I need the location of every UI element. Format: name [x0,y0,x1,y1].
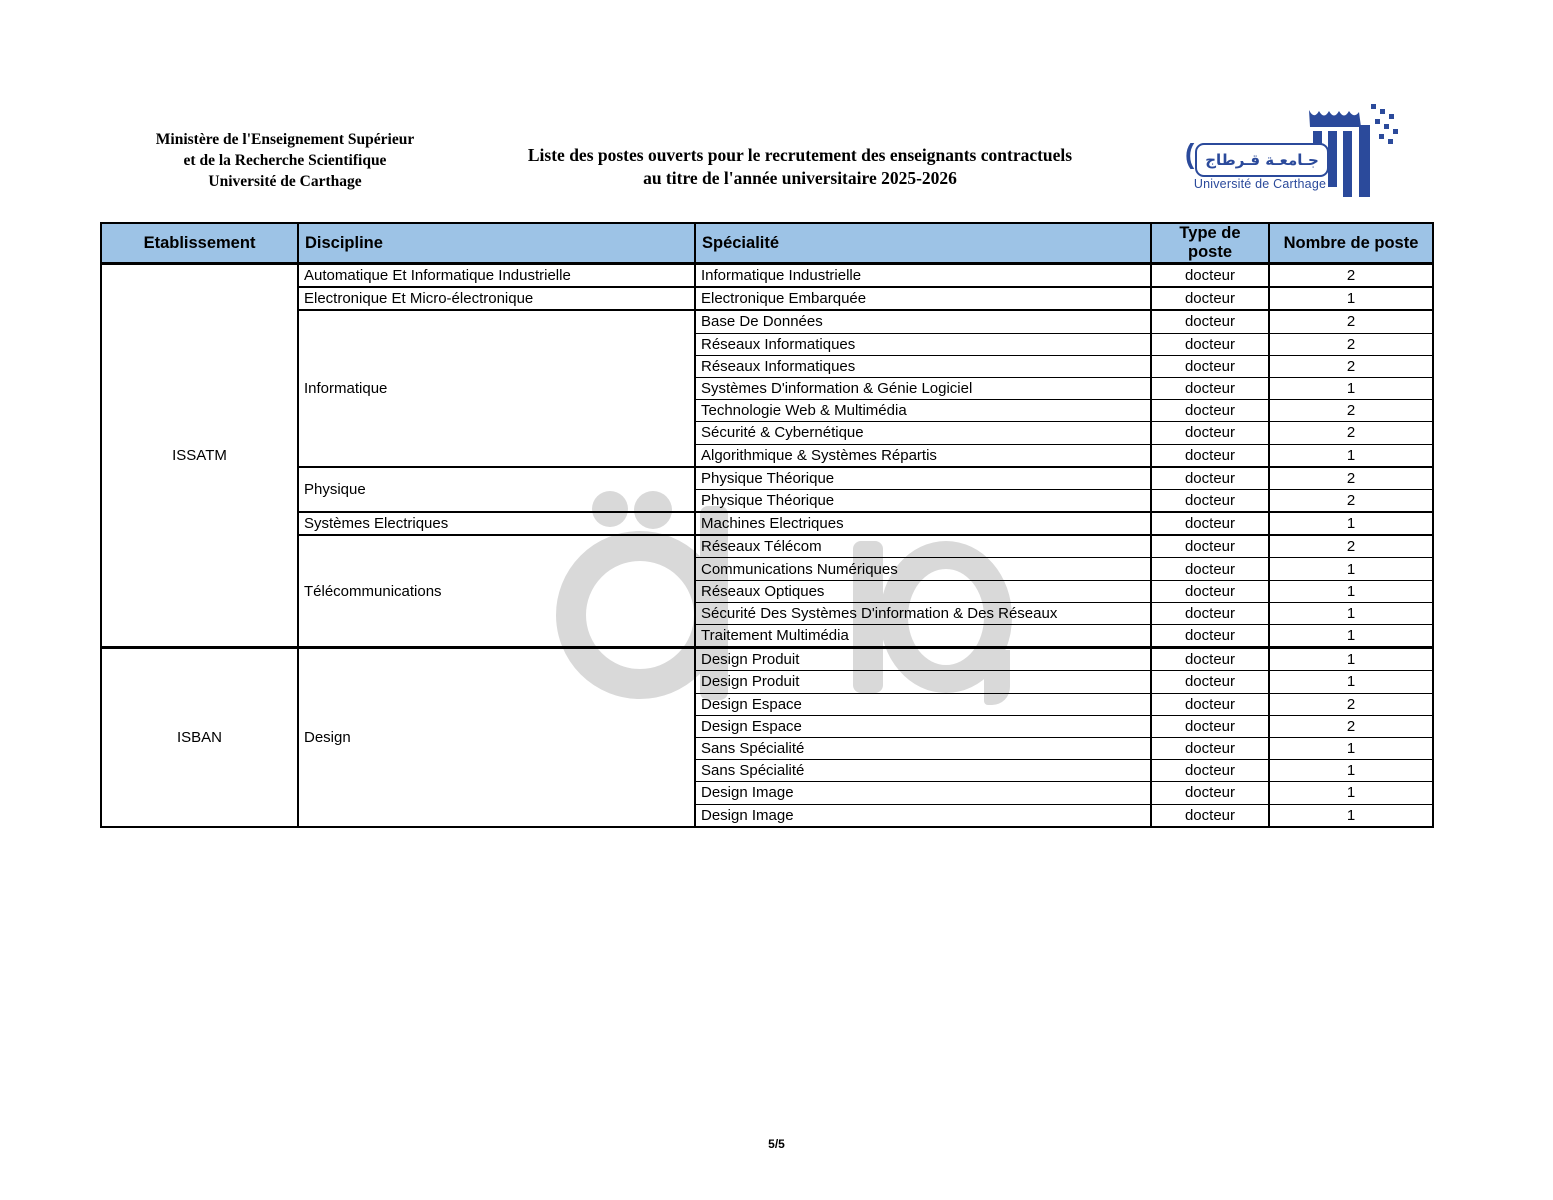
cell-specialite: Sécurité & Cybernétique [695,422,1151,444]
table-row [101,264,1433,288]
cell-type-poste: docteur [1151,333,1269,355]
postes-table-container [100,222,1434,828]
cell-type-poste: docteur [1151,602,1269,624]
cell-type-poste: docteur [1151,782,1269,804]
cell-type-poste: docteur [1151,648,1269,671]
cell-type-poste: docteur [1151,737,1269,759]
cell-specialite: Informatique Industrielle [695,264,1151,288]
ministry-line-3: Université de Carthage [208,173,362,190]
cell-specialite: Algorithmique & Systèmes Répartis [695,444,1151,467]
cell-nombre-poste: 2 [1269,264,1433,288]
cell-nombre-poste: 1 [1269,804,1433,827]
cell-specialite: Sans Spécialité [695,760,1151,782]
cell-type-poste: docteur [1151,512,1269,535]
cell-nombre-poste: 2 [1269,715,1433,737]
cell-specialite: Base De Données [695,310,1151,333]
cell-type-poste: docteur [1151,422,1269,444]
page-number: 5/5 [768,1137,785,1151]
document-title-line-1: Liste des postes ouverts pour le recrutement des enseignants contractuels [527,145,1073,165]
table-row [101,310,1433,333]
cell-type-poste: docteur [1151,310,1269,333]
cell-specialite: Traitement Multimédia [695,625,1151,648]
cell-discipline: Physique [298,467,695,512]
table-body [101,264,1433,827]
cell-type-poste: docteur [1151,264,1269,288]
cell-specialite: Réseaux Informatiques [695,355,1151,377]
column-header-nombre-de-poste: Nombre de poste [1269,223,1433,264]
cell-nombre-poste: 2 [1269,422,1433,444]
cell-etablissement: ISBAN [101,648,298,827]
cell-type-poste: docteur [1151,377,1269,399]
cell-nombre-poste: 1 [1269,760,1433,782]
cell-nombre-poste: 2 [1269,310,1433,333]
cell-nombre-poste: 1 [1269,580,1433,602]
cell-discipline: Electronique Et Micro-électronique [298,287,695,310]
cell-specialite: Physique Théorique [695,467,1151,490]
cell-specialite: Design Espace [695,693,1151,715]
column-header-type-de-poste: Type de poste [1151,223,1269,264]
ministry-line-2: et de la Recherche Scientifique [183,152,387,169]
column-header-etablissement: Etablissement [101,223,298,264]
cell-type-poste: docteur [1151,693,1269,715]
cell-nombre-poste: 1 [1269,782,1433,804]
cell-specialite: Machines Electriques [695,512,1151,535]
cell-nombre-poste: 1 [1269,558,1433,580]
cell-type-poste: docteur [1151,558,1269,580]
table-row [101,287,1433,310]
cell-discipline: Télécommunications [298,535,695,647]
document-title [430,144,1170,190]
cell-type-poste: docteur [1151,535,1269,558]
cell-type-poste: docteur [1151,444,1269,467]
cell-nombre-poste: 2 [1269,467,1433,490]
cell-nombre-poste: 2 [1269,400,1433,422]
cell-nombre-poste: 2 [1269,489,1433,512]
cell-specialite: Design Produit [695,648,1151,671]
cell-nombre-poste: 2 [1269,693,1433,715]
cell-nombre-poste: 1 [1269,444,1433,467]
cell-nombre-poste: 1 [1269,625,1433,648]
cell-nombre-poste: 1 [1269,377,1433,399]
table-row [101,467,1433,490]
cell-specialite: Sans Spécialité [695,737,1151,759]
cell-type-poste: docteur [1151,715,1269,737]
cell-specialite: Technologie Web & Multimédia [695,400,1151,422]
cell-specialite: Electronique Embarquée [695,287,1151,310]
cell-nombre-poste: 1 [1269,287,1433,310]
cell-type-poste: docteur [1151,804,1269,827]
postes-table [100,222,1434,828]
cell-specialite: Design Espace [695,715,1151,737]
cell-nombre-poste: 1 [1269,737,1433,759]
cell-nombre-poste: 1 [1269,648,1433,671]
cell-type-poste: docteur [1151,671,1269,693]
cell-type-poste: docteur [1151,400,1269,422]
ministry-line-1: Ministère de l'Enseignement Supérieur [155,131,415,148]
cell-type-poste: docteur [1151,287,1269,310]
cell-type-poste: docteur [1151,355,1269,377]
cell-discipline: Systèmes Electriques [298,512,695,535]
table-row [101,648,1433,671]
cell-type-poste: docteur [1151,580,1269,602]
cell-type-poste: docteur [1151,625,1269,648]
cell-etablissement: ISSATM [101,264,298,648]
cell-discipline: Informatique [298,310,695,466]
table-header-row [101,223,1433,264]
cell-nombre-poste: 1 [1269,602,1433,624]
cell-specialite: Design Produit [695,671,1151,693]
logo-arabic-text: جـامعـة قـرطاج [1195,143,1329,177]
cell-type-poste: docteur [1151,760,1269,782]
table-row [101,512,1433,535]
cell-nombre-poste: 2 [1269,333,1433,355]
cell-nombre-poste: 2 [1269,535,1433,558]
logo-paren-decoration: ( [1185,138,1195,169]
cell-specialite: Communications Numériques [695,558,1151,580]
table-row [101,535,1433,558]
cell-specialite: Réseaux Télécom [695,535,1151,558]
logo-french-text: Université de Carthage [1193,177,1327,191]
cell-specialite: Sécurité Des Systèmes D'information & Des Réseaux [695,602,1151,624]
cell-nombre-poste: 1 [1269,512,1433,535]
cell-specialite: Design Image [695,804,1151,827]
cell-specialite: Systèmes D'information & Génie Logiciel [695,377,1151,399]
cell-type-poste: docteur [1151,489,1269,512]
cell-specialite: Réseaux Optiques [695,580,1151,602]
cell-specialite: Design Image [695,782,1151,804]
cell-specialite: Réseaux Informatiques [695,333,1151,355]
document-title-line-2: au titre de l'année universitaire 2025-2026 [643,168,957,188]
cell-type-poste: docteur [1151,467,1269,490]
ministry-text [120,129,450,192]
cell-discipline: Automatique Et Informatique Industrielle [298,264,695,288]
cell-specialite: Physique Théorique [695,489,1151,512]
column-header-discipline: Discipline [298,223,695,264]
cell-nombre-poste: 2 [1269,355,1433,377]
column-header-specialite: Spécialité [695,223,1151,264]
university-logo [1185,98,1400,203]
cell-discipline: Design [298,648,695,827]
cell-nombre-poste: 1 [1269,671,1433,693]
